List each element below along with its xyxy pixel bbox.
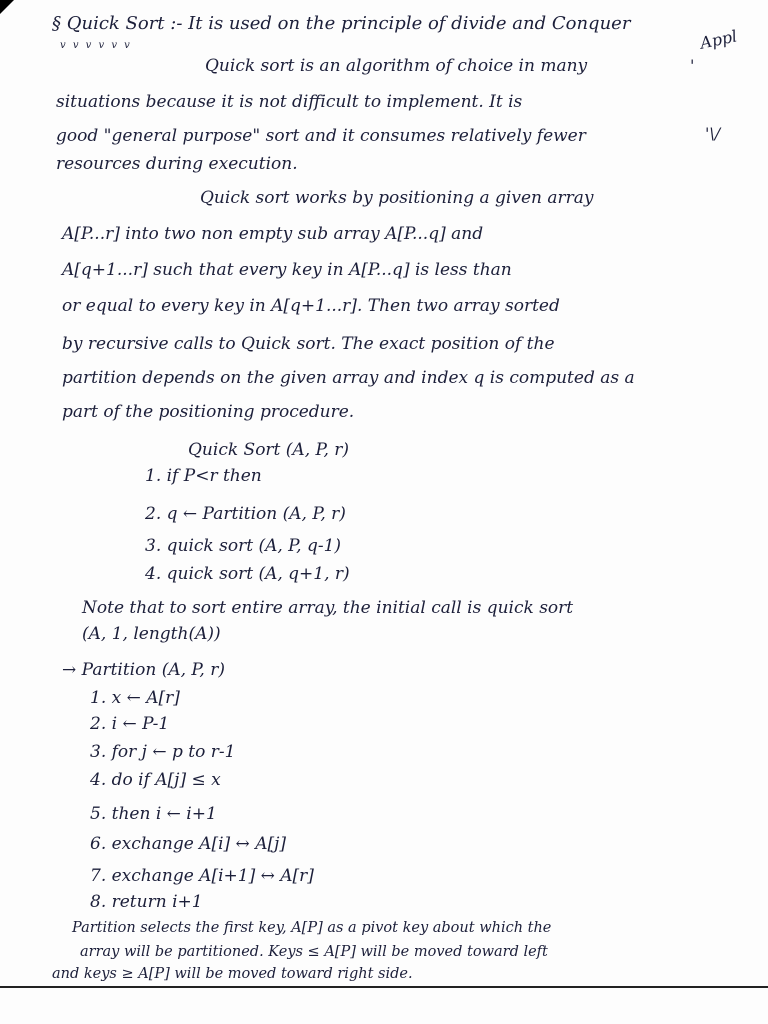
algorithm-step: 1. x ← A[r]	[90, 688, 180, 708]
text-line: A[q+1...r] such that every key in A[P...q] is less than	[62, 260, 512, 280]
text-line: situations because it is not difficult to implement. It is	[56, 92, 523, 112]
corner-mark	[0, 0, 14, 14]
algorithm-step: 7. exchange A[i+1] ↔ A[r]	[90, 866, 314, 886]
algorithm-title: Quick Sort (A, P, r)	[188, 440, 350, 460]
algorithm-step: 6. exchange A[i] ↔ A[j]	[90, 834, 287, 854]
text-line: Quick sort is an algorithm of choice in many	[205, 56, 588, 76]
heading-underline: v v v v v v	[60, 40, 132, 51]
algorithm-step: 3. for j ← p to r-1	[90, 742, 236, 762]
text-line: good "general purpose" sort and it consumes relatively fewer	[56, 126, 586, 146]
text-line: array will be partitioned. Keys ≤ A[P] will be moved toward left	[80, 944, 548, 960]
text-line: part of the positioning procedure.	[62, 402, 355, 422]
algorithm-title: → Partition (A, P, r)	[62, 660, 225, 680]
text-line: A[P...r] into two non empty sub array A[P...q] and	[62, 224, 484, 244]
algorithm-step: 1. if P<r then	[145, 466, 262, 486]
text-line: or equal to every key in A[q+1...r]. Then two array sorted	[62, 296, 560, 316]
text-line: partition depends on the given array and index q is computed as a	[62, 368, 635, 388]
text-line: Note that to sort entire array, the initial call is quick sort	[82, 598, 574, 618]
algorithm-step: 4. quick sort (A, q+1, r)	[145, 564, 350, 584]
text-line: (A, 1, length(A))	[82, 624, 221, 644]
text-line: and keys ≥ A[P] will be moved toward right side.	[52, 966, 413, 982]
text-line: Quick sort works by positioning a given array	[200, 188, 594, 208]
margin-note: '	[690, 56, 695, 75]
text-line: resources during execution.	[56, 154, 298, 174]
page-bottom-rule	[0, 986, 768, 988]
algorithm-step: 2. i ← P-1	[90, 714, 170, 734]
text-line: Partition selects the first key, A[P] as a pivot key about which the	[72, 920, 552, 936]
algorithm-step: 3. quick sort (A, P, q-1)	[145, 536, 342, 556]
algorithm-step: 5. then i ← i+1	[90, 804, 217, 824]
margin-note: Appl	[698, 26, 739, 53]
algorithm-step: 2. q ← Partition (A, P, r)	[145, 504, 346, 524]
text-line: by recursive calls to Quick sort. The exact position of the	[62, 334, 555, 354]
algorithm-step: 4. do if A[j] ≤ x	[90, 770, 221, 790]
heading-line: § Quick Sort :- It is used on the principle of divide and Conquer	[52, 13, 631, 34]
margin-note: '\/	[705, 124, 721, 143]
algorithm-step: 8. return i+1	[90, 892, 203, 912]
